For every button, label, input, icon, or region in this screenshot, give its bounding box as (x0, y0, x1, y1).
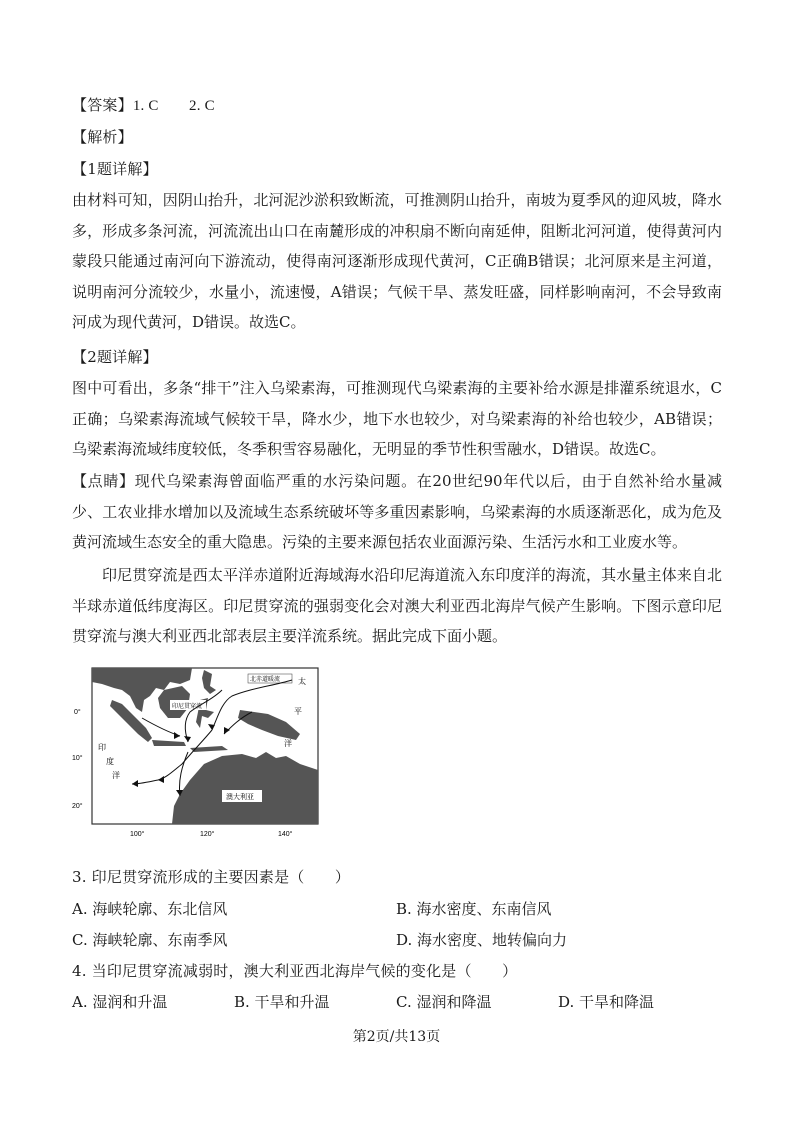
q4-option-c[interactable]: C. 湿润和降温 (396, 993, 492, 1011)
indian-ocean-label-2: 度 (106, 757, 114, 766)
note-label: 【点睛】 (72, 472, 135, 490)
answer-values: 1. C 2. C (132, 98, 215, 114)
analysis-label: 【解析】 (72, 128, 133, 146)
lon-label-140: 140° (278, 831, 293, 838)
q1-explanation: 由材料可知，因阴山抬升，北河泥沙淤积致断流，可推测阴山抬升，南坡为夏季风的迎风坡，降水多，形成多条河流，河流流出山口在南麓形成的冲积扇不断向南延伸，阻断北河河道，使得黄河内蒙段只能通过南河向下游流动，使得南河逐渐形成现代黄河，C正确B错误；北河原来是主河道，说明南河分流较少，水量小，流速慢，A错误；气候干旱、蒸发旺盛，同样影响南河，不会导致南河成为现代黄河，D错误。故选C。 (72, 191, 722, 331)
note-text: 现代乌梁素海曾面临严重的水污染问题。在20世纪90年代以后，由于自然补给水量减少、工农业排水增加以及流域生态系统破坏等多重因素影响，乌梁素海的水质逐渐恶化，成为危及黄河流域生态安全的重大隐患。污染的主要来源包括农业面源污染、生活污水和工业废水等。 (72, 472, 722, 551)
q3-option-d[interactable]: D. 海水密度、地转偏向力 (396, 931, 568, 949)
north-eq-current-label: 北赤道暖流 (250, 676, 281, 683)
answer-line (72, 94, 215, 115)
indian-ocean-label-3: 洋 (112, 771, 120, 780)
lon-label-120: 120° (200, 831, 215, 838)
pacific-label-3: 洋 (284, 739, 292, 748)
note-block (72, 466, 722, 558)
australia-label: 澳大利亚 (226, 793, 254, 801)
lon-label-100: 100° (130, 831, 145, 838)
q2-explanation: 图中可看出，多条“排干”注入乌梁素海，可推测现代乌梁素海的主要补给水源是排灌系统退水，C正确；乌梁素海流域气候较干旱，降水少，地下水也较少，对乌梁素海的补给也较少，AB错误；乌梁素海流域纬度较低，冬季积雪容易融化，无明显的季节性积雪融水，D错误。故选C。 (72, 379, 722, 458)
q3-stem: 3. 印尼贯穿流形成的主要因素是（ ） (72, 868, 351, 886)
q1-heading: 【1题详解】 (72, 160, 158, 178)
pacific-label-1: 太 (298, 677, 306, 686)
q3-option-b[interactable]: B. 海水密度、东南信风 (396, 900, 552, 918)
page-number: 第2页/共13页 (352, 1029, 441, 1045)
indian-ocean-label-1: 印 (98, 743, 106, 752)
ocean-current-map (72, 660, 328, 842)
lat-label-10: 10° (72, 755, 83, 762)
lat-label-20: 20° (72, 803, 83, 810)
q3-option-a[interactable]: A. 海峡轮廓、东北信风 (72, 900, 228, 918)
q2-heading: 【2题详解】 (72, 348, 158, 366)
indonesian-throughflow-label: 印尼贯穿流 (172, 703, 203, 710)
q4-option-a[interactable]: A. 湿润和升温 (72, 993, 168, 1011)
q3-option-c[interactable]: C. 海峡轮廓、东南季风 (72, 931, 228, 949)
q4-option-b[interactable]: B. 干旱和升温 (234, 993, 330, 1011)
lat-label-0: 0° (74, 709, 81, 716)
q4-option-d[interactable]: D. 干旱和降温 (558, 993, 655, 1011)
answer-label: 【答案】 (72, 96, 133, 114)
q4-stem: 4. 当印尼贯穿流减弱时，澳大利亚西北海岸气候的变化是（ ） (72, 962, 518, 980)
pacific-label-2: 平 (294, 707, 302, 716)
intro-paragraph: 印尼贯穿流是西太平洋赤道附近海域海水沿印尼海道流入东印度洋的海流，其水量主体来自北半球赤道低纬度海区。印尼贯穿流的强弱变化会对澳大利亚西北海岸气候产生影响。下图示意印尼贯穿流与澳大利亚西北部表层主要洋流系统。据此完成下面小题。 (72, 566, 722, 645)
